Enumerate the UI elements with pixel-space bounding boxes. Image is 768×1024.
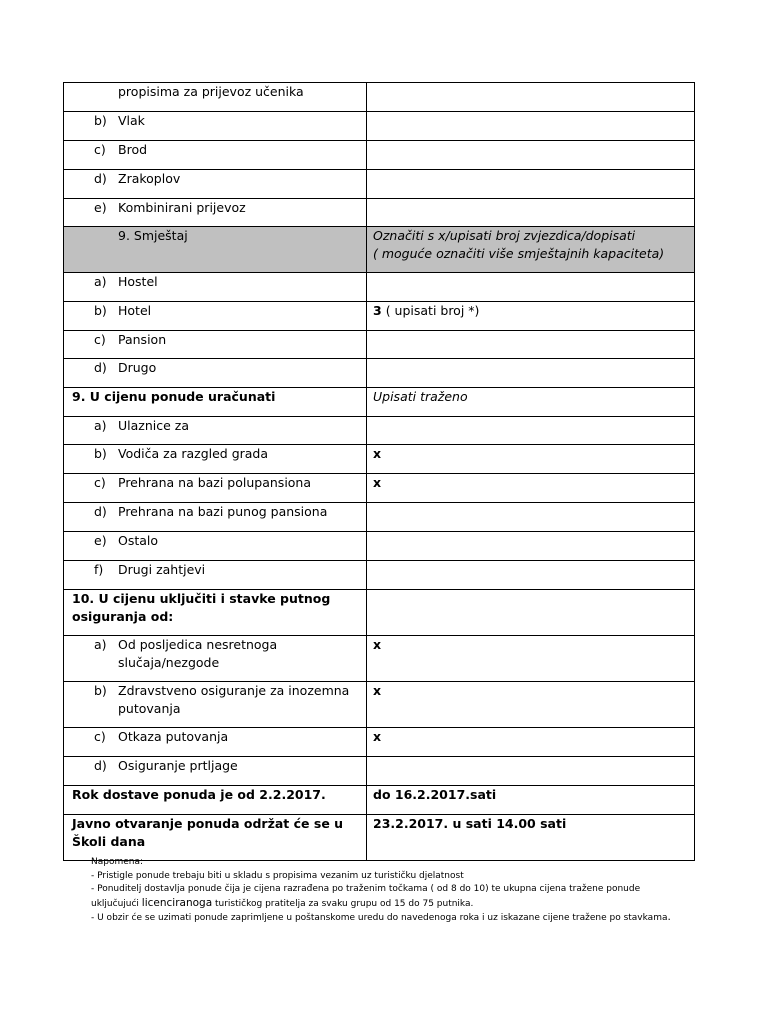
item-letter: d): [94, 360, 107, 375]
row-label-cell: [64, 532, 367, 561]
note-line-4-text: - U obzir će se uzimati ponude zaprimljene u poštanskome uredu do navedenoga roka i uz iskazane cijene tražene po stavkama: [91, 913, 668, 924]
row-value-cell: [367, 170, 695, 199]
section-heading: 9. U cijenu ponude uračunati: [72, 389, 276, 404]
table-row: [64, 170, 695, 199]
row-label-cell: [64, 388, 367, 417]
star-count: 3: [373, 303, 382, 318]
table-row: [64, 532, 695, 561]
item-label: Drugi zahtjevi: [118, 562, 206, 577]
item-letter: a): [94, 637, 107, 652]
item-label: Zdravstveno osiguranje za inozemna putovanja: [118, 683, 350, 716]
table-row: [64, 199, 695, 227]
table-row: [64, 227, 695, 273]
item-letter: c): [94, 142, 106, 157]
item-letter: d): [94, 504, 107, 519]
item-label: Hotel: [118, 303, 152, 318]
item-letter: e): [94, 200, 107, 215]
row-value: [367, 302, 694, 320]
item-label: Otkaza putovanja: [118, 729, 229, 744]
row-label-cell: [64, 636, 367, 682]
note-line-2: - Ponuditelj dostavlja ponude čija je cijena razrađena po traženim točkama ( od 8 do 10) te ukupna cijena tražene ponude: [91, 884, 641, 895]
row-value-cell: [367, 561, 695, 590]
note-line-3-end: turističkog pratitelja za svaku grupu od 15 do 75 putnika.: [212, 898, 474, 909]
table-row: [64, 757, 695, 786]
row-value: x: [373, 446, 382, 461]
item-letter: c): [94, 729, 106, 744]
item-letter: e): [94, 533, 107, 548]
row-value-cell: [367, 590, 695, 636]
section-heading: Javno otvaranje ponuda održat će se u Školi dana: [72, 816, 344, 849]
table-row: [64, 682, 695, 728]
row-value-cell: [367, 331, 695, 359]
item-label: Vlak: [118, 113, 145, 128]
row-value-cell: [367, 417, 695, 445]
item-label: Drugo: [118, 360, 157, 375]
row-value-cell: [367, 388, 695, 417]
row-value-cell: [367, 273, 695, 302]
row-label-cell: [64, 474, 367, 503]
table-body: [64, 83, 695, 861]
row-value: 23.2.2017. u sati 14.00 sati: [373, 816, 567, 831]
row-value-cell: [367, 757, 695, 786]
item-letter: b): [94, 683, 107, 698]
table-row: [64, 815, 695, 861]
row-value-cell: [367, 83, 695, 112]
note-line-4: [91, 911, 711, 926]
item-letter: a): [94, 418, 107, 433]
row-value-cell: [367, 302, 695, 331]
row-value-cell: [367, 112, 695, 141]
value-text: ( upisati broj *): [385, 303, 480, 318]
item-letter: b): [94, 446, 107, 461]
note-line-3-emphasis: licenciranoga: [141, 896, 213, 909]
item-label: Pansion: [118, 332, 167, 347]
item-label: Ulaznice za: [118, 418, 189, 433]
row-label-cell: [64, 112, 367, 141]
note-line-3: [91, 897, 711, 912]
row-label-cell: [64, 199, 367, 227]
item-label: Osiguranje prtljage: [118, 758, 238, 773]
table-row: [64, 590, 695, 636]
item-letter: b): [94, 113, 107, 128]
row-value-cell: [367, 786, 695, 815]
table-row: [64, 636, 695, 682]
row-label-cell: [64, 561, 367, 590]
row-value-cell: [367, 503, 695, 532]
item-letter: f): [94, 562, 104, 577]
row-label-cell: [64, 417, 367, 445]
table-row: [64, 561, 695, 590]
row-value: x: [373, 683, 382, 698]
row-value-cell: [367, 532, 695, 561]
row-value-cell: [367, 141, 695, 170]
item-label: Zrakoplov: [118, 171, 181, 186]
row-label-cell: [64, 757, 367, 786]
table-row: [64, 388, 695, 417]
item-letter: c): [94, 332, 106, 347]
row-value-cell: [367, 445, 695, 474]
row-label-cell: [64, 503, 367, 532]
row-label-cell: [64, 141, 367, 170]
item-label: propisima za prijevoz učenika: [118, 84, 304, 99]
row-value-cell: [367, 199, 695, 227]
subsection-heading: 9. Smještaj: [118, 228, 188, 243]
table-row: [64, 474, 695, 503]
section-heading: 10. U cijenu uključiti i stavke putnog osiguranja od:: [72, 591, 331, 624]
item-label: Od posljedica nesretnoga slučaja/nezgode: [118, 637, 278, 670]
table-row: [64, 728, 695, 757]
item-letter: d): [94, 171, 107, 186]
table-row: [64, 331, 695, 359]
note-line-3-start: uključujući: [91, 898, 142, 909]
row-label-cell: [64, 331, 367, 359]
item-label: Kombinirani prijevoz: [118, 200, 246, 215]
note-line-4-period: .: [667, 911, 671, 924]
item-letter: c): [94, 475, 106, 490]
table-row: [64, 445, 695, 474]
row-label-cell: [64, 302, 367, 331]
row-value: x: [373, 637, 382, 652]
table-row: [64, 112, 695, 141]
row-label-cell: [64, 590, 367, 636]
notes-section: [91, 856, 711, 926]
item-label: Ostalo: [118, 533, 159, 548]
table-row: [64, 786, 695, 815]
row-value: Označiti s x/upisati broj zvjezdica/dopisati ( moguće označiti više smještajnih kapaciteta): [373, 228, 665, 261]
row-label-cell: [64, 682, 367, 728]
row-value-cell: [367, 728, 695, 757]
item-letter: a): [94, 274, 107, 289]
row-value-cell: [367, 815, 695, 861]
table-row: [64, 302, 695, 331]
table-row: [64, 359, 695, 388]
table-row: [64, 503, 695, 532]
table-row: [64, 273, 695, 302]
item-label: Vodiča za razgled grada: [118, 446, 269, 461]
row-label-cell: [64, 815, 367, 861]
item-label: Prehrana na bazi polupansiona: [118, 475, 312, 490]
item-label: Prehrana na bazi punog pansiona: [118, 504, 328, 519]
row-label-cell: [64, 273, 367, 302]
row-label-cell: [64, 359, 367, 388]
table-row: [64, 83, 695, 112]
row-label-cell: [64, 728, 367, 757]
row-value: x: [373, 475, 382, 490]
row-label-cell: [64, 227, 367, 273]
note-line-1: - Pristigle ponude trebaju biti u skladu s propisima vezanim uz turističku djelatnost: [91, 870, 464, 881]
row-label-cell: [64, 83, 367, 112]
row-label-cell: [64, 786, 367, 815]
row-value-cell: [367, 636, 695, 682]
row-value: Upisati traženo: [373, 389, 468, 404]
table-row: [64, 417, 695, 445]
section-heading: Rok dostave ponuda je od 2.2.2017.: [72, 787, 326, 802]
table-row: [64, 141, 695, 170]
row-value-cell: [367, 227, 695, 273]
item-label: Brod: [118, 142, 148, 157]
item-letter: d): [94, 758, 107, 773]
item-letter: [94, 83, 118, 101]
row-label-cell: [64, 170, 367, 199]
row-value-cell: [367, 359, 695, 388]
row-label-cell: [64, 445, 367, 474]
row-value: x: [373, 729, 382, 744]
row-value-cell: [367, 682, 695, 728]
row-value-cell: [367, 474, 695, 503]
item-letter: b): [94, 303, 107, 318]
row-value: do 16.2.2017.sati: [373, 787, 497, 802]
offer-requirements-table: [63, 82, 695, 861]
notes-title: Napomena:: [91, 857, 144, 867]
item-label: Hostel: [118, 274, 158, 289]
